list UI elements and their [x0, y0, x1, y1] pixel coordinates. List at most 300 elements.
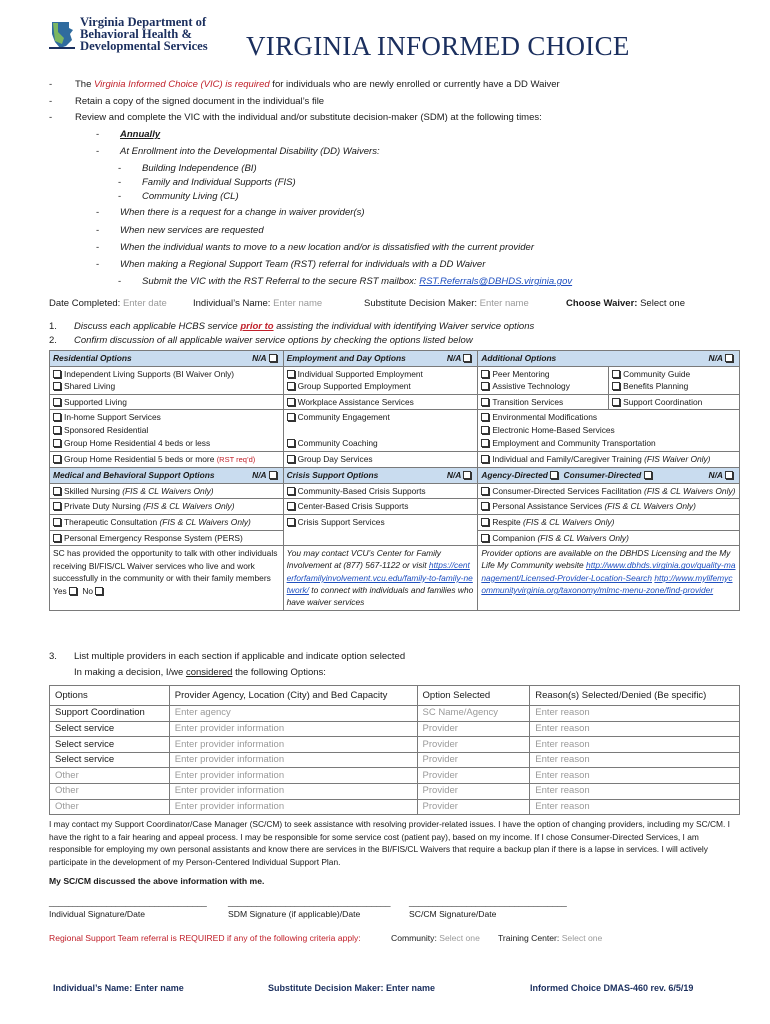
- timing-new-services: When new services are requested: [120, 225, 264, 236]
- label: Personal Emergency Response System (PERS): [64, 532, 243, 543]
- label: Employment and Day Options: [286, 353, 406, 363]
- label: Shared Living: [64, 381, 116, 392]
- medical-header: [50, 468, 284, 484]
- option-group-day[interactable]: [287, 453, 475, 466]
- medical-na[interactable]: [252, 469, 279, 482]
- bullet-dash: -: [49, 96, 53, 107]
- checkbox[interactable]: [53, 439, 61, 447]
- service-select[interactable]: Select service: [50, 752, 170, 768]
- checkbox[interactable]: [53, 487, 61, 495]
- text: for individuals who are newly enrolled or currently have a DD Waiver: [269, 79, 560, 90]
- checkbox[interactable]: [481, 439, 489, 447]
- vcu-cell: [283, 546, 478, 610]
- logo-text: [80, 16, 208, 52]
- option-employment-transportation[interactable]: [481, 437, 736, 450]
- header-provider: Provider Agency, Location (City) and Bed Capacity: [169, 686, 417, 706]
- waiver-note: (FIS & CL Waivers Only): [644, 485, 736, 496]
- checkbox[interactable]: [481, 413, 489, 421]
- service-cell: [478, 514, 740, 530]
- label: Community Engagement: [297, 412, 390, 423]
- text: Discuss each applicable HCBS service: [74, 321, 241, 332]
- other-input[interactable]: Other: [50, 799, 170, 815]
- option-group-supported-employment[interactable]: [287, 380, 475, 393]
- label: Yes: [53, 585, 67, 596]
- timing-annually: Annually: [120, 129, 161, 140]
- label: Supported Living: [64, 396, 127, 407]
- checkbox[interactable]: [53, 413, 61, 421]
- option-transition-services[interactable]: [481, 396, 605, 409]
- label: Group Supported Employment: [297, 381, 411, 392]
- training-dropdown[interactable]: Select one: [561, 933, 603, 943]
- checkbox[interactable]: [53, 382, 61, 390]
- other-input[interactable]: Other: [50, 768, 170, 784]
- label: Crisis Support Services: [297, 516, 385, 527]
- checkbox[interactable]: [287, 370, 295, 378]
- service-cell: [478, 483, 740, 499]
- text: Provider options are available on the DBHDS Licensing and the My Life My Community website: [481, 548, 731, 571]
- checkbox[interactable]: [287, 518, 295, 526]
- name-input[interactable]: Enter name: [273, 298, 323, 309]
- yes-checkbox[interactable]: [69, 587, 77, 595]
- waiver-note: (FIS & CL Waivers Only): [122, 485, 214, 496]
- option-group-home-5[interactable]: [53, 453, 280, 467]
- label: Transition Services: [492, 396, 564, 407]
- option-select[interactable]: Provider: [417, 799, 530, 815]
- checkbox[interactable]: [481, 518, 489, 526]
- checkbox[interactable]: [53, 426, 61, 434]
- label: Substitute Decision Maker:: [364, 298, 477, 309]
- sdm-input[interactable]: Enter name: [479, 298, 529, 309]
- bullet-dash: -: [96, 242, 100, 253]
- checkbox[interactable]: [53, 502, 61, 510]
- timing-enrollment: At Enrollment into the Developmental Disability (DD) Waivers:: [120, 146, 380, 157]
- label: Group Home Residential 5 beds or more: [64, 453, 215, 464]
- label: Community-Based Crisis Supports: [297, 485, 426, 496]
- signature-line[interactable]: _________________________________: [409, 897, 567, 907]
- option-private-duty-nursing[interactable]: [53, 500, 280, 513]
- signature-line[interactable]: __________________________________: [228, 897, 391, 907]
- crisis-na[interactable]: [447, 469, 474, 482]
- table-row: [50, 721, 740, 737]
- reason-input[interactable]: Enter reason: [530, 706, 740, 722]
- label: Therapeutic Consultation: [64, 516, 158, 527]
- checkbox[interactable]: [481, 370, 489, 378]
- individual-name-field[interactable]: [193, 298, 322, 310]
- intro-bullet-3: Review and complete the VIC with the individual and/or substitute decision-maker (SDM) at the following times:: [75, 112, 542, 123]
- label: Workplace Assistance Services: [297, 396, 414, 407]
- label: Respite: [492, 516, 521, 527]
- checkbox[interactable]: [612, 382, 620, 390]
- option-community-crisis[interactable]: [287, 485, 475, 498]
- service-cell: [478, 410, 740, 451]
- intro-bullet-2: Retain a copy of the signed document in the individual’s file: [75, 96, 325, 107]
- option-companion[interactable]: [481, 532, 736, 545]
- bullet-dash: -: [96, 129, 100, 140]
- label: Individual Supported Employment: [297, 368, 423, 379]
- reason-input[interactable]: Enter reason: [530, 799, 740, 815]
- label: Consumer-Directed Services Facilitation: [492, 485, 642, 496]
- reason-input[interactable]: Enter reason: [530, 721, 740, 737]
- text: to connect with individuals and families who have waiver services: [286, 585, 474, 608]
- checkbox[interactable]: [287, 502, 295, 510]
- individual-signature-label: Individual Signature/Date: [49, 909, 146, 919]
- waiver-note: (FIS Waiver Only): [644, 453, 711, 464]
- service-select[interactable]: Select service: [50, 721, 170, 737]
- service-cell: [283, 483, 478, 499]
- page-title: VIRGINIA INFORMED CHOICE: [246, 31, 630, 61]
- option-benefits-planning[interactable]: [612, 380, 736, 393]
- checkbox[interactable]: [481, 398, 489, 406]
- waiver-select[interactable]: [566, 298, 685, 310]
- label: Consumer-Directed: [563, 470, 642, 481]
- text: You may contact VCU’s Center for Family Involvement at (877) 567-1122 or visit: [286, 548, 441, 571]
- service-cell: [283, 514, 478, 545]
- rst-submit: [142, 276, 572, 288]
- additional-header: [478, 351, 740, 367]
- community-dropdown[interactable]: Select one: [439, 933, 480, 943]
- footer-sdm: Substitute Decision Maker: Enter name: [268, 983, 436, 993]
- reason-input[interactable]: Enter reason: [530, 737, 740, 753]
- service-cell: [478, 451, 740, 468]
- label: Community Coaching: [297, 437, 378, 448]
- table-row: [50, 752, 740, 768]
- option-select[interactable]: Provider: [417, 783, 530, 799]
- waiver-dropdown[interactable]: Select one: [640, 298, 685, 309]
- bullet-dash: -: [96, 207, 100, 218]
- label: N/A: [446, 470, 461, 481]
- label: Training Center:: [498, 933, 560, 943]
- checkbox[interactable]: [725, 354, 733, 362]
- spacer: [287, 424, 475, 437]
- provider-input[interactable]: Enter provider information: [169, 768, 417, 784]
- service-cell: [283, 499, 478, 515]
- option-community-guide[interactable]: [612, 368, 736, 381]
- sc-text: SC has provided the opportunity to talk with other individuals receiving BI/FIS/CL Waiver services who live and work successfully in the community or with their family members: [53, 548, 278, 584]
- service-cell: [50, 483, 284, 499]
- crisis-header: [283, 468, 478, 484]
- service-cell: [609, 366, 740, 394]
- label: Agency-Directed: [481, 470, 548, 481]
- text: Submit the VIC with the RST Referral to the secure RST mailbox:: [142, 276, 420, 287]
- option-support-coordination[interactable]: [612, 396, 736, 409]
- table-row: [50, 737, 740, 753]
- option-select[interactable]: Provider: [417, 752, 530, 768]
- label: Center-Based Crisis Supports: [297, 501, 409, 512]
- dbhds-link[interactable]: http://www.dbhds.virginia.gov/quality-management/Licensed-Provider-Location-Search: [481, 560, 736, 583]
- label: Additional Options: [481, 353, 557, 363]
- label: Group Home Residential 4 beds or less: [64, 437, 211, 448]
- logo-line-1: Virginia Department of: [80, 15, 207, 29]
- checkbox[interactable]: [481, 426, 489, 434]
- option-group-home-4[interactable]: [53, 437, 280, 450]
- label: Support Coordination: [623, 396, 703, 407]
- reason-input[interactable]: Enter reason: [530, 768, 740, 784]
- option-crisis-support-services[interactable]: [287, 516, 475, 529]
- service-select[interactable]: Select service: [50, 737, 170, 753]
- waiver-cl: Community Living (CL): [142, 191, 239, 202]
- option-pers[interactable]: [53, 532, 280, 545]
- provider-links-cell: [478, 546, 740, 610]
- text: assisting the individual with identifying Waiver service options: [273, 321, 535, 332]
- service-cell: [50, 451, 284, 468]
- checkbox[interactable]: [287, 439, 295, 447]
- checkbox[interactable]: [53, 518, 61, 526]
- bullet-dash: -: [96, 259, 100, 270]
- option-family-caregiver-training[interactable]: [481, 453, 736, 466]
- consumer-directed-checkbox[interactable]: [644, 471, 652, 479]
- option-skilled-nursing[interactable]: [53, 485, 280, 498]
- option-shared-living[interactable]: [53, 380, 280, 393]
- label: N/A: [708, 353, 723, 363]
- step-3: [49, 651, 405, 663]
- bullet-dash: -: [49, 112, 53, 123]
- service-cell: [283, 410, 478, 451]
- label: Skilled Nursing: [64, 485, 120, 496]
- step-number: 2.: [49, 335, 57, 346]
- label: Personal Assistance Services: [492, 501, 603, 512]
- reason-input[interactable]: Enter reason: [530, 783, 740, 799]
- service-cell: [283, 366, 478, 394]
- label: Sponsored Residential: [64, 424, 149, 435]
- date-input[interactable]: Enter date: [122, 298, 167, 309]
- service-cell: [478, 366, 609, 394]
- label: Medical and Behavioral Support Options: [53, 470, 215, 481]
- service-cell: [478, 530, 740, 546]
- option-select[interactable]: Provider: [417, 721, 530, 737]
- footer-form-id: Informed Choice DMAS-460 rev. 6/5/19: [530, 983, 694, 993]
- option-select[interactable]: Provider: [417, 768, 530, 784]
- agency-directed-checkbox[interactable]: [550, 471, 558, 479]
- service-cell: [50, 514, 284, 530]
- timing-change-provider: When there is a request for a change in waiver provider(s): [120, 207, 365, 218]
- checkbox[interactable]: [287, 398, 295, 406]
- step-number: 3.: [49, 651, 57, 662]
- text: considered: [185, 667, 233, 678]
- option-therapeutic-consultation[interactable]: [53, 516, 280, 529]
- employment-na[interactable]: [447, 352, 474, 365]
- checkbox[interactable]: [481, 502, 489, 510]
- sdm-field[interactable]: [364, 298, 529, 310]
- option-sponsored-residential[interactable]: [53, 424, 280, 437]
- label: Individual and Family/Caregiver Training: [492, 453, 642, 464]
- services-table: [49, 350, 740, 611]
- header-option-selected: Option Selected: [417, 686, 530, 706]
- option-respite[interactable]: [481, 516, 736, 529]
- option-personal-assistance[interactable]: [481, 500, 736, 513]
- option-independent-living[interactable]: [53, 368, 280, 381]
- checkbox[interactable]: [53, 534, 61, 542]
- prior-to-text: prior to: [240, 321, 274, 332]
- options-table: [49, 685, 740, 815]
- mlmc-link[interactable]: http://www.mylifemycommunityvirginia.org/taxonomy/mlmc-menu-zone/find-provider: [481, 572, 733, 596]
- rst-required-text: Regional Support Team referral is REQUIRED if any of the following criteria apply:: [49, 933, 361, 943]
- checkbox[interactable]: [725, 471, 733, 479]
- label: Peer Mentoring: [492, 368, 550, 379]
- label: Group Day Services: [297, 453, 373, 464]
- option-workplace-assistance[interactable]: [287, 396, 475, 409]
- directed-na[interactable]: [709, 469, 736, 482]
- option-select[interactable]: SC Name/Agency: [417, 706, 530, 722]
- label: Community:: [391, 933, 437, 943]
- table-row: [50, 768, 740, 784]
- employment-header: [283, 351, 478, 367]
- checkbox[interactable]: [287, 413, 295, 421]
- consent-paragraph: I may contact my Support Coordinator/Case Manager (SC/CM) to seek assistance with resolving provider-related issues. I have the option of changing providers, including my SC/CM. I have the right to a fair hearing and appeal process. I may be responsible for some service cost (patient pay), based on my income. If I chose Consumer-Directed Services, I am responsible for employing my own personal assistants and know there are services in the BI/FIS/CL Waivers that require a backup plan if there is a lapse in services. I will actively participate in the development of my Person-Centered Individual Support Plan.: [49, 819, 731, 867]
- reason-input[interactable]: Enter reason: [530, 752, 740, 768]
- provider-input[interactable]: Enter provider information: [169, 737, 417, 753]
- waiver-note: (FIS & CL Waivers Only): [523, 516, 615, 527]
- sccm-signature-label: SC/CM Signature/Date: [409, 909, 497, 919]
- option-cd-facilitation[interactable]: [481, 485, 736, 498]
- waiver-note: (FIS & CL Waivers Only): [143, 501, 235, 512]
- label: In-home Support Services: [64, 412, 161, 423]
- waiver-note: (FIS & CL Waivers Only): [159, 516, 251, 527]
- checkbox[interactable]: [287, 382, 295, 390]
- label: Assistive Technology: [492, 381, 570, 392]
- table-row: [50, 783, 740, 799]
- label: Private Duty Nursing: [64, 501, 141, 512]
- bullet-dash: -: [96, 225, 100, 236]
- checkbox[interactable]: [463, 471, 471, 479]
- option-peer-mentoring[interactable]: [481, 368, 605, 381]
- waiver-fis: Family and Individual Supports (FIS): [142, 177, 296, 188]
- table-row: [50, 799, 740, 815]
- label: Independent Living Supports (BI Waiver Only): [64, 368, 235, 379]
- label: N/A: [252, 470, 267, 481]
- text: In making a decision, I/we: [74, 667, 186, 678]
- header-reason: Reason(s) Selected/Denied (Be specific): [530, 686, 740, 706]
- waiver-bi: Building Independence (BI): [142, 163, 257, 174]
- no-checkbox[interactable]: [95, 587, 103, 595]
- option-assistive-technology[interactable]: [481, 380, 605, 393]
- option-individual-supported-employment[interactable]: [287, 368, 475, 381]
- step-1: [49, 321, 534, 333]
- option-supported-living[interactable]: [53, 396, 280, 409]
- checkbox[interactable]: [481, 534, 489, 542]
- label: N/A: [252, 353, 267, 363]
- bullet-dash: -: [49, 79, 53, 90]
- other-input[interactable]: Other: [50, 783, 170, 799]
- label: Electronic Home-Based Services: [492, 424, 615, 435]
- text: List multiple providers in each section if applicable and indicate option selected: [74, 651, 406, 662]
- label: N/A: [708, 470, 723, 481]
- service-cell: [50, 499, 284, 515]
- discussed-statement: My SC/CM discussed the above information with me.: [49, 876, 265, 886]
- bullet-dash: -: [118, 276, 122, 287]
- header-options: Options: [50, 686, 170, 706]
- option-community-engagement[interactable]: [287, 411, 475, 424]
- checkbox[interactable]: [481, 382, 489, 390]
- service-cell: [50, 366, 284, 394]
- checkbox[interactable]: [53, 398, 61, 406]
- label: Residential Options: [53, 353, 132, 363]
- label: Individual’s Name:: [193, 298, 271, 309]
- checkbox[interactable]: [481, 487, 489, 495]
- training-center-select[interactable]: [498, 933, 602, 944]
- vcu-link[interactable]: https://centerforfamilyinvolvement.vcu.edu/family-to-family-network/: [286, 560, 473, 596]
- checkbox[interactable]: [287, 487, 295, 495]
- table-header-row: [50, 686, 740, 706]
- option-select[interactable]: Provider: [417, 737, 530, 753]
- checkbox[interactable]: [481, 455, 489, 463]
- rst-required-note: (RST req’d): [216, 454, 256, 464]
- table-row: [50, 706, 740, 722]
- checkbox[interactable]: [269, 354, 277, 362]
- provider-input[interactable]: Enter provider information: [169, 799, 417, 815]
- checkbox[interactable]: [612, 398, 620, 406]
- service-cell: [283, 451, 478, 468]
- required-text: Virginia Informed Choice (VIC) is required: [94, 79, 270, 90]
- checkbox[interactable]: [53, 455, 61, 463]
- bullet-dash: -: [118, 177, 122, 188]
- additional-na[interactable]: [709, 352, 736, 365]
- checkbox[interactable]: [287, 455, 295, 463]
- option-in-home-support[interactable]: [53, 411, 280, 424]
- service-cell: [609, 394, 740, 410]
- option-community-coaching[interactable]: [287, 437, 475, 450]
- label: Crisis Support Options: [286, 470, 379, 481]
- checkbox[interactable]: [612, 370, 620, 378]
- footer-individual-name: Individual’s Name: Enter name: [53, 983, 184, 993]
- provider-input[interactable]: Enter provider information: [169, 783, 417, 799]
- checkbox[interactable]: [269, 471, 277, 479]
- option-center-crisis[interactable]: [287, 500, 475, 513]
- bullet-dash: -: [96, 146, 100, 157]
- label: Companion: [492, 532, 536, 543]
- community-select[interactable]: [391, 933, 480, 944]
- provider-input[interactable]: Enter agency: [169, 706, 417, 722]
- label: Community Guide: [623, 368, 691, 379]
- dbhds-logo-icon: [49, 20, 75, 50]
- provider-input[interactable]: Enter provider information: [169, 721, 417, 737]
- sdm-signature-label: SDM Signature (if applicable)/Date: [228, 909, 361, 919]
- service-cell: [283, 394, 478, 410]
- label: Date Completed:: [49, 298, 121, 309]
- step-number: 1.: [49, 321, 57, 332]
- service-cell: [478, 499, 740, 515]
- directed-header: [478, 468, 740, 484]
- provider-input[interactable]: Enter provider information: [169, 752, 417, 768]
- timing-move: When the individual wants to move to a new location and/or is dissatisfied with the current provider: [120, 242, 534, 253]
- bullet-dash: -: [118, 191, 122, 202]
- checkbox[interactable]: [463, 354, 471, 362]
- label: Employment and Community Transportation: [492, 437, 656, 448]
- option-environmental-modifications[interactable]: [481, 411, 736, 424]
- waiver-note: (FIS & CL Waivers Only): [537, 532, 629, 543]
- service-cell: [50, 410, 284, 451]
- step-2: [49, 335, 473, 347]
- label: N/A: [446, 353, 461, 363]
- signature-line[interactable]: _________________________________: [49, 897, 207, 907]
- sc-peer-cell: [50, 546, 284, 610]
- label: Choose Waiver:: [566, 298, 638, 309]
- intro-bullet-1: [75, 79, 560, 91]
- checkbox[interactable]: [53, 370, 61, 378]
- option-electronic-home-based[interactable]: [481, 424, 736, 437]
- label: No: [82, 585, 94, 596]
- text: the following Options:: [232, 667, 326, 678]
- service-cell: [50, 530, 284, 546]
- date-field[interactable]: [49, 298, 167, 310]
- service-cell: [478, 394, 609, 410]
- residential-na[interactable]: [252, 352, 279, 365]
- rst-mailbox-link[interactable]: RST.Referrals@DBHDS.virginia.gov: [419, 276, 573, 287]
- considered-text: [74, 667, 326, 679]
- residential-header: [50, 351, 284, 367]
- service-cell: [50, 394, 284, 410]
- logo-line-2: Behavioral Health &: [80, 27, 192, 41]
- option-cell: Support Coordination: [50, 706, 170, 722]
